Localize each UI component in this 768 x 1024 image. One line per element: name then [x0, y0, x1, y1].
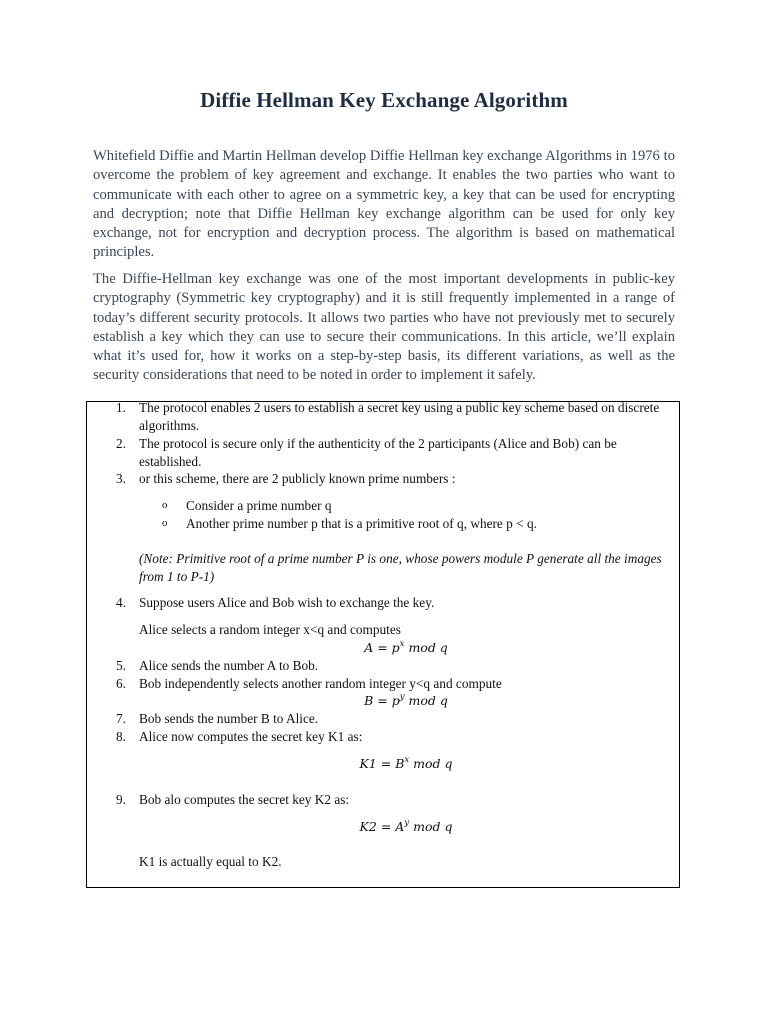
step-text: The protocol enables 2 users to establish a secret key using a public key scheme based on discrete algorithms.	[139, 400, 660, 433]
primitive-root-note: (Note: Primitive root of a prime number P is one, whose powers module P generate all the images from 1 to P-1)	[139, 551, 662, 584]
formula-k1: $K1 = B^x$ mod q	[359, 755, 453, 771]
formula-a: $A = p^x$ mod q	[364, 639, 448, 655]
formula-base: A	[395, 819, 405, 834]
bullet-text: Consider a prime number q	[186, 498, 332, 513]
step-text: Alice now computes the secret key K1 as:	[139, 729, 363, 744]
step-text: Suppose users Alice and Bob wish to exchange the key.	[139, 595, 435, 610]
intro-paragraph: Whitefield Diffie and Martin Hellman develop Diffie Hellman key exchange Algorithms in 1976 to overcome the problem of key agreement and exchange. It enables the two parties who want to communicate with each other to agree on a symmetric key, a key that can be used for encrypting and decryption; note that Diffie Hellman key exchange algorithm can be used for only key exchange, not for encryption and decryption process. The algorithm is based on mathematical principles.	[93, 148, 675, 261]
formula-base: p	[391, 693, 400, 708]
step-number: 4.	[116, 595, 126, 610]
step-number: 6.	[116, 676, 126, 691]
conclusion-text: K1 is actually equal to K2.	[139, 854, 282, 869]
formula-lhs: A	[364, 640, 374, 655]
formula-exponent: y	[404, 818, 410, 828]
step-text: Alice sends the number A to Bob.	[139, 658, 319, 673]
formula-k2: $K2 = A^y$ mod q	[359, 818, 453, 834]
formula-exponent: x	[404, 755, 410, 765]
step-number: 9.	[116, 792, 126, 807]
step-number: 1.	[116, 400, 126, 415]
step-number: 3.	[116, 471, 126, 486]
step-text: Bob alo computes the secret key K2 as:	[139, 792, 350, 807]
bullet-text: Another prime number p that is a primitive root of q, where p < q.	[186, 516, 537, 531]
formula-base: p	[391, 640, 400, 655]
formula-lhs: K1	[359, 756, 377, 771]
bullet-marker: o	[162, 499, 168, 511]
step-number: 2.	[116, 436, 126, 451]
step-text: The protocol is secure only if the authenticity of the 2 participants (Alice and Bob) can be established.	[139, 436, 617, 469]
formula-exponent: y	[399, 692, 405, 702]
bullet-marker: o	[162, 517, 168, 529]
formula-lhs: K2	[359, 819, 377, 834]
step-number: 5.	[116, 658, 126, 673]
history-paragraph: The Diffie-Hellman key exchange was one of the most important developments in public-key cryptography (Symmetric key cryptography) and it is still frequently implemented in a range of today’s different security protocols. It allows two parties who have not previously met to securely establish a key which they can use to secure their communications. In this article, we’ll explain what it’s used for, how it works on a step-by-step basis, its different variations, as well as the security considerations that need to be noted in order to implement it safely.	[93, 271, 675, 384]
formula-mod: mod q	[408, 640, 448, 655]
step-number: 7.	[116, 711, 126, 726]
step-text: Bob independently selects another random integer y<q and compute	[139, 676, 502, 691]
formula-mod: mod q	[413, 819, 453, 834]
formula-exponent: x	[399, 639, 405, 649]
formula-base: B	[395, 756, 405, 771]
step-number: 8.	[116, 729, 126, 744]
document-title: Diffie Hellman Key Exchange Algorithm	[200, 88, 568, 112]
step-text: or this scheme, there are 2 publicly known prime numbers :	[139, 471, 456, 486]
formula-mod: mod q	[413, 756, 453, 771]
formula-mod: mod q	[408, 693, 448, 708]
formula-b: $B = p^y$ mod q	[364, 692, 448, 708]
formula-lhs: B	[364, 693, 374, 708]
step-text: Bob sends the number B to Alice.	[139, 711, 319, 726]
step-text: Alice selects a random integer x<q and computes	[139, 622, 401, 637]
